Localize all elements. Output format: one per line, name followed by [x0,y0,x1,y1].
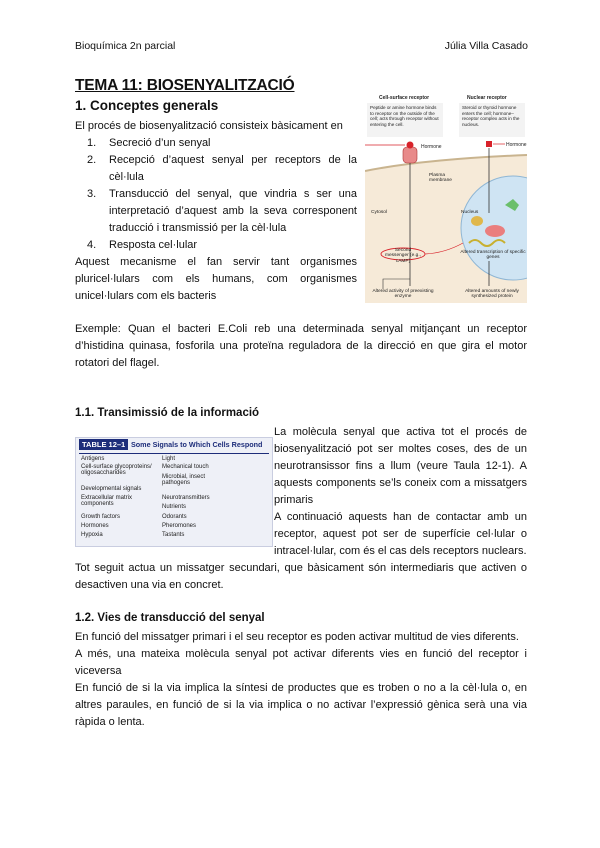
step-4-number: 4. [87,239,97,251]
receptor-complex [485,225,505,237]
table-cell-right-5: Nutrients [162,504,187,510]
table-cell-left-6: Hormones [81,523,109,529]
step-2-number: 2. [87,154,97,166]
section-1-2-p2: A més, una mateixa molècula senyal pot activar diferents vies en funció del receptor i viceversa [75,648,527,677]
second-messenger-label: Second messenger (e.g., cAMP) [385,248,421,264]
table-cell-right-8: Tastants [162,532,185,538]
altered-amounts-label: Altered amounts of newly synthesized protein [465,289,519,300]
cytosol-label: Cytosol [371,210,387,215]
section-1-intro: El procés de biosenyalització consisteix bàsicament en [75,120,343,132]
hormone-label-right: Hormone [506,142,527,148]
header-right: Júlia Villa Casado [444,40,528,52]
section-1-1-p2: A continuació aquests han de contactar amb un receptor, aquest pot ser de superfície cel·lular o intracel·lular, com és el cas dels receptors nuclears. [274,511,527,557]
table-title-bar [76,438,272,452]
header-left: Bioquímica 2n parcial [75,40,176,52]
step-4-text: Resposta cel·lular [109,239,198,251]
transcription-factor [471,216,483,226]
example-paragraph: Exemple: Quan el bacteri E.Coli reb una determinada senyal mitjançant un receptor d’histidina quinasa, fosforila una proteïna reguladora de la direcció en que gira el motor rotatori del flagel. [75,323,527,369]
step-2-text: Recepció d’aquest senyal per receptors de la cèl·lula [109,154,357,183]
step-3 [87,186,357,237]
table-cell-right-1: Light [162,456,176,462]
table-cell-right-7: Pheromones [162,523,197,529]
table-cell-right-6: Odorants [162,514,187,520]
hormone-label-left: Hormone [421,144,442,150]
step-2 [87,152,357,186]
section-1-after: Aquest mecanisme el fan servir tant organismes pluricel·lulars com els humans, com organismes unicel·lulars com els bacteris [75,256,357,302]
table-cell-left-5: Growth factors [81,514,121,520]
table-badge: TABLE 12–1 [79,439,128,450]
table-cell-left-1: Antigens [81,456,105,462]
membrane-receptor [403,147,417,163]
altered-activity-label: Altered activity of preexisting enzyme [372,289,434,300]
table-cell-left-3: Developmental signals [81,486,142,492]
hormone-square-right [486,141,492,147]
bubble-nuclear-description: Steroid or thyroid hormone enters the cell; hormone–receptor complex acts in the nucleus. [459,103,525,137]
signals-table [75,437,273,547]
step-3-number: 3. [87,188,97,200]
section-1-2-p3: En funció de si la via implica la síntesi de productes que es troben o no a la cèl·lula o, en altres paraules, en funció de si la via implica o no activar l’expressió gènica serà una via ràpida o lenta. [75,682,527,728]
step-1 [87,135,357,152]
section-1-1-p1: La molècula senyal que activa tot el procés de biosenyalització pot ser moltes coses, des de un neurotransissor fins a llum (veure Taula 12-1). A aquests components se’ls coneix com a missatgers primaris [274,426,527,506]
step-1-number: 1. [87,137,97,149]
hormone-receptor-diagram [365,93,527,303]
table-cell-left-2: Cell-surface glycoproteins/ oligosaccharides [81,464,152,477]
section-1-2-p1: En funció del missatger primari i el seu receptor es poden activar multitud de vies diferents. [75,631,519,643]
altered-transcription-label: Altered transcription of specific genes [460,250,526,261]
section-1-heading: 1. Conceptes generals [75,98,219,113]
table-cell-right-2: Mechanical touch [162,464,209,470]
diagram-drawing [365,93,527,303]
table-cell-left-7: Hypoxia [81,532,103,538]
table-cell-right-3: Microbial, insect pathogens [162,474,206,487]
label-cell-surface-receptor: Cell-surface receptor [379,95,430,101]
nucleus-label: Nucleus [461,210,479,215]
section-1-1-heading: 1.1. Transimissió de la informació [75,407,260,419]
table-cell-left-4: Extracellular matrix components [81,495,133,508]
bubble-surface-description: Peptide or amine hormone binds to receptor on the outside of the cell; acts through receptor without entering the cell. [367,103,443,137]
section-1-2-heading: 1.2. Vies de transducció del senyal [75,612,265,624]
plasma-membrane-label: Plasma membrane [429,173,452,184]
page-title: TEMA 11: BIOSENYALITZACIÓ [75,77,295,94]
step-3-text: Transducció del senyal, que vindria s ser una interpretació d’aquest amb la seva corresponent traducció i transmissió per la cèl·lula [109,188,357,234]
hormone-dot-left [407,142,414,149]
label-nuclear-receptor: Nuclear receptor [467,95,507,101]
step-4 [87,237,357,254]
table-cell-right-4: Neurotransmitters [162,495,210,501]
table-rule [79,453,269,454]
step-1-text: Secreció d’un senyal [109,137,211,149]
section-1-1-p3: Tot seguit actua un missatger secundari, que bàsicament són intermediaris que activen o desactiven una via en concret. [75,562,527,591]
table-caption: Some Signals to Which Cells Respond [131,440,263,449]
